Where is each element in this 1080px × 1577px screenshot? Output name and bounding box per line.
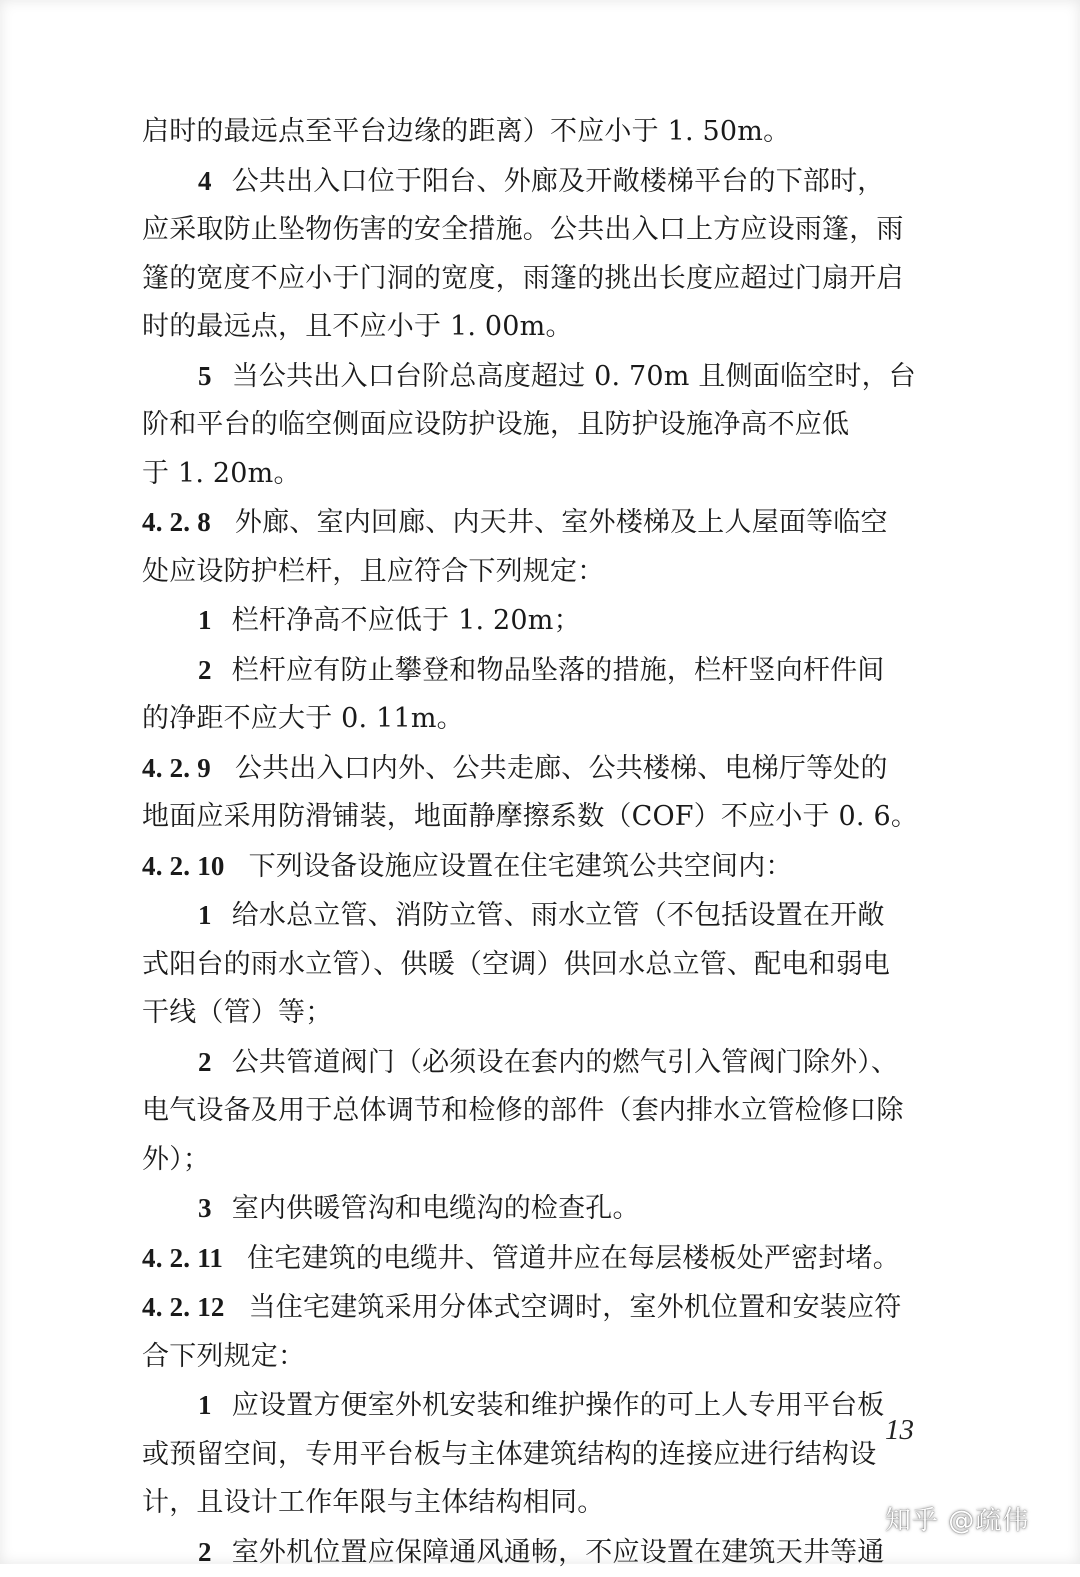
list-item-line [142, 157, 942, 207]
section-line [142, 744, 942, 794]
line-text: 的净距不应大于 0. 11m。 [142, 703, 464, 734]
list-item-line [142, 1381, 942, 1431]
line-text: 当住宅建筑采用分体式空调时，室外机位置和安装应符 [249, 1292, 902, 1323]
line-text: 下列设备设施应设置在住宅建筑公共空间内： [249, 851, 793, 882]
line-text: 给水总立管、消防立管、雨水立管（不包括设置在开敞 [232, 900, 885, 931]
item-number: 4 [198, 157, 212, 206]
line-text: 外）； [142, 1144, 210, 1175]
text-line [142, 206, 942, 255]
item-number: 2 [198, 1528, 212, 1577]
line-text: 应采取防止坠物伤害的安全措施。公共出入口上方应设雨篷，雨 [142, 214, 904, 245]
line-text: 应设置方便室外机安装和维护操作的可上人专用平台板 [232, 1390, 885, 1421]
line-text: 公共出入口内外、公共走廊、公共楼梯、电梯厅等处的 [235, 753, 888, 784]
text-line [142, 548, 942, 597]
line-text: 公共出入口位于阳台、外廊及开敞楼梯平台的下部时， [232, 166, 885, 197]
text-line [142, 303, 942, 352]
text-line [142, 401, 942, 450]
text-line [142, 1333, 942, 1382]
line-text: 于 1. 20m。 [142, 458, 301, 489]
list-item-line [142, 1038, 942, 1088]
line-text: 处应设防护栏杆，且应符合下列规定： [142, 556, 604, 587]
section-number: 4. 2. 8 [142, 498, 211, 547]
line-text: 计，且设计工作年限与主体结构相同。 [142, 1487, 604, 1518]
item-number: 5 [198, 352, 212, 401]
line-text: 启时的最远点至平台边缘的距离）不应小于 1. 50m。 [142, 116, 790, 147]
text-line [142, 989, 942, 1038]
item-number: 1 [198, 1381, 212, 1430]
item-number: 2 [198, 646, 212, 695]
page-number: 13 [885, 1414, 914, 1447]
line-text: 地面应采用防滑铺装，地面静摩擦系数（COF）不应小于 0. 6。 [142, 801, 918, 832]
text-line [142, 255, 942, 304]
section-line [142, 842, 942, 892]
item-number: 2 [198, 1038, 212, 1087]
line-text: 栏杆净高不应低于 1. 20m； [232, 605, 581, 636]
item-number: 1 [198, 596, 212, 645]
list-item-line [142, 1528, 942, 1577]
section-line [142, 1234, 942, 1284]
text-line [142, 1136, 942, 1185]
line-text: 电气设备及用于总体调节和检修的部件（套内排水立管检修口除 [142, 1095, 904, 1126]
list-item-line [142, 596, 942, 646]
text-line [142, 1479, 942, 1528]
text-line [142, 695, 942, 744]
line-text: 住宅建筑的电缆井、管道井应在每层楼板处严密封堵。 [247, 1243, 900, 1274]
line-text: 干线（管）等； [142, 997, 332, 1028]
line-text: 栏杆应有防止攀登和物品坠落的措施，栏杆竖向杆件间 [232, 655, 885, 686]
section-number: 4. 2. 10 [142, 842, 225, 891]
line-text: 室内供暖管沟和电缆沟的检查孔。 [232, 1193, 640, 1224]
item-number: 3 [198, 1184, 212, 1233]
text-line [142, 450, 942, 499]
line-text: 合下列规定： [142, 1341, 305, 1372]
document-body [142, 108, 942, 1577]
line-text: 或预留空间，专用平台板与主体建筑结构的连接应进行结构设 [142, 1439, 876, 1470]
section-number: 4. 2. 12 [142, 1283, 225, 1332]
section-line [142, 498, 942, 548]
text-line [142, 1087, 942, 1136]
line-text: 室外机位置应保障通风通畅，不应设置在建筑天井等通 [232, 1537, 885, 1568]
text-line [142, 108, 942, 157]
line-text: 阶和平台的临空侧面应设防护设施，且防护设施净高不应低 [142, 409, 849, 440]
text-line [142, 1431, 942, 1480]
line-text: 公共管道阀门（必须设在套内的燃气引入管阀门除外）、 [232, 1047, 899, 1078]
list-item-line [142, 646, 942, 696]
text-line [142, 941, 942, 990]
watermark: 知乎 @疏伟 [885, 1500, 1029, 1537]
item-number: 1 [198, 891, 212, 940]
line-text: 当公共出入口台阶总高度超过 0. 70m 且侧面临空时，台 [232, 361, 916, 392]
line-text: 时的最远点，且不应小于 1. 00m。 [142, 311, 573, 342]
list-item-line [142, 891, 942, 941]
section-number: 4. 2. 9 [142, 744, 211, 793]
line-text: 篷的宽度不应小于门洞的宽度，雨篷的挑出长度应超过门扇开启 [142, 263, 904, 294]
line-text: 外廊、室内回廊、内天井、室外楼梯及上人屋面等临空 [235, 507, 888, 538]
list-item-line [142, 1184, 942, 1234]
list-item-line [142, 352, 942, 402]
section-line [142, 1283, 942, 1333]
section-number: 4. 2. 11 [142, 1234, 223, 1283]
text-line [142, 793, 942, 842]
line-text: 式阳台的雨水立管）、供暖（空调）供回水总立管、配电和弱电 [142, 949, 890, 980]
